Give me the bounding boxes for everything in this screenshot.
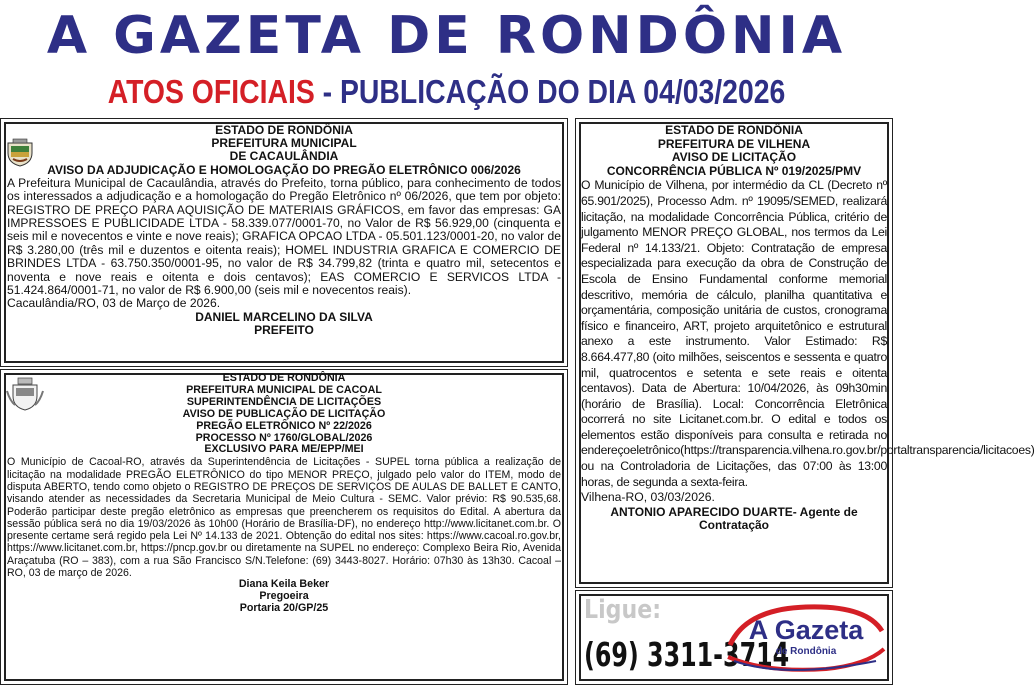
place-date: Vilhena-RO, 03/03/2026. bbox=[581, 490, 715, 505]
municipio-label: DE CACAULÂNDIA bbox=[229, 149, 339, 164]
concorrencia-number: CONCORRÊNCIA PÚBLICA Nº 019/2025/PMV bbox=[606, 163, 862, 178]
exclusivo-label: EXCLUSIVO PARA ME/EPP/MEI bbox=[204, 443, 364, 456]
newspaper-title: A GAZETA DE RONDÔNIA bbox=[46, 6, 847, 66]
atos-oficiais-label: ATOS OFICIAIS bbox=[107, 73, 315, 110]
phone-number: (69) 3311-3714 bbox=[584, 635, 790, 674]
logo-main-text: A Gazeta bbox=[748, 615, 864, 645]
section-heading bbox=[63, 70, 831, 114]
newspaper-logo bbox=[726, 601, 886, 679]
prefeitura-label: PREFEITURA MUNICIPAL DE CACOAL bbox=[186, 383, 382, 396]
prefeitura-label: PREFEITURA MUNICIPAL bbox=[211, 136, 357, 151]
publication-date-label: PUBLICAÇÃO DO DIA 04/03/2026 bbox=[340, 73, 786, 110]
state-label: ESTADO DE RONDÔNIA bbox=[665, 123, 803, 137]
signer-role: PREFEITO bbox=[254, 323, 314, 338]
signer-role: Pregoeira bbox=[259, 590, 309, 603]
notice-content bbox=[7, 124, 561, 337]
masthead bbox=[0, 0, 893, 118]
processo-number: PROCESSO Nº 1760/GLOBAL/2026 bbox=[195, 431, 373, 444]
notice-body: O Município de Vilhena, por intermédio da CL (Decreto nº 65.901/2025), Processo Adm. nº 19095/SEMED, realizará licitação, na modalidade Concorrência Pública, critério de julgamento MENOR PREÇO GLOBAL, nos termos da Lei Federal nº 14.133/21. Objeto: Contratação de empresa especializada para execução da obra de Construção de Escola de Ensino Fundamental conforme memorial descritivo, memória de cálculo, planilha quantitativa e orçamentária, composição unitária de custos, cronograma físico e financeiro, ART, projeto arquitetônico e estrutural anexo a este instrumento. Valor Estimado: R$ 8.664.477,80 (oito milhões, seiscentos e sessenta e quatro mil, quatrocentos e setenta e sete reais e oitenta centavos). Data de Abertura: 10/04/2026, às 09h30min (horário de Brasília). Local: Concorrência Eletrônica ocorrerá no site Licitanet.com.br. O edital e todos os elementos estão disponíveis para consulta e retirada no endereçoeletrônico(https://transparencia.vilhena.ro.gov.br/portaltransparencia/licitacoes) ou na Controladoria de Licitações, das 07:00 às 13:00 horas, de segunda a sexta-feira. bbox=[581, 178, 1035, 489]
notice-cacaulandia bbox=[0, 118, 568, 367]
signer-line: ANTONIO APARECIDO DUARTE- Agente de Contratação bbox=[610, 504, 858, 533]
notice-body: A Prefeitura Municipal de Cacaulândia, através do Prefeito, torna público, para conhecimento de todos os interessados a adjudicação e a homologação do Pregão Eletrônico nº 06/2026, que tem por objeto: REGISTRO DE PREÇO PARA AQUISIÇÃO DE MATERIAIS GRÁFICOS, em favor das empresas: GA IMPRESSOES E PUBLICIDADE LTDA - 58.339.077/0001-70, no Valor de R$ 56.929,00 (cinquenta e seis mil e novecentos e vinte e nove reais); GRAFICA OPCAO LTDA - 05.501.123/0001-20, no valor de R$ 3.280,00 (três mil e duzentos e oitenta reais); HOMEL INDUSTRIA GRAFICA E COMERCIO DE BRINDES LTDA - 63.750.350/0001-95, no valor de R$ 34.799,82 (trinta e quatro mil, setecentos e noventa e nove reais e oitenta e dois centavos); EAS COMERCIO E SERVICOS LTDA - 51.424.864/0001-71, no valor de R$ 6.900,00 (seis mil e novecentos reais). bbox=[7, 175, 561, 298]
notice-title: AVISO DE PUBLICAÇÃO DE LICITAÇÃO bbox=[182, 407, 386, 420]
notice-title: AVISO DE LICITAÇÃO bbox=[671, 150, 797, 165]
notice-vilhena bbox=[575, 118, 1035, 588]
ligue-label: Ligue: bbox=[584, 595, 662, 625]
notice-body: O Município de Cacoal-RO, através da Superintendência de Licitações - SUPEL torna pública a realização de licitação na modalidade PREGÃO ELETRÔNICO do tipo MENOR PREÇO, julgado pelo valor do ITEM, modo de disputa ABERTO, tendo como objeto o REGISTRO DE PREÇOS DE SERVIÇOS DE AULAS DE BALLET E CANTO, visando atender as necessidades da Secretaria Municipal de Meio Cultura - SEMC. Valor prévio: R$ 90.535,68. Poderão participar deste pregão eletrônico as empresas que preencherem os requisitos do Edital. A abertura da sessão pública será no dia 19/03/2026 às 10h00 (Horário de Brasília-DF), no endereço http://www.licitanet.com.br. O presente certame será regido pela Lei Nº 14.133 de 2021. Obtenção do edital nos sites: https://www.cacoal.ro.gov.br, https://www.licitanet.com.br, https://pncp.gov.br ou diretamente na SUPEL no endereço: Complexo Beira Rio, Avenida Araçatuba (RO – 383), com a rua São Francisco S/N.Telefone: (69) 3443-8027. Horário: 07h30 às 13h30. Cacoal – RO, 03 de março de 2026. bbox=[7, 456, 561, 580]
contact-advertisement bbox=[575, 590, 893, 685]
pregao-number: PREGÃO ELETRÔNICO Nº 22/2026 bbox=[196, 419, 372, 432]
notice-content bbox=[581, 123, 1035, 533]
notice-content bbox=[7, 373, 561, 615]
prefeitura-label: PREFEITURA DE VILHENA bbox=[657, 136, 811, 151]
place-date: Cacaulândia/RO, 03 de Março de 2026. bbox=[7, 296, 221, 311]
notice-cacoal bbox=[0, 369, 568, 685]
notice-title: AVISO DA ADJUDICAÇÃO E HOMOLOGAÇÃO DO PREGÃO ELETRÔNICO 006/2026 bbox=[47, 162, 521, 177]
superintendencia-label: SUPERINTENDÊNCIA DE LICITAÇÕES bbox=[186, 395, 382, 408]
logo-sub-text: de Rondônia bbox=[775, 646, 837, 657]
portaria-label: Portaria 20/GP/25 bbox=[239, 602, 329, 615]
state-label: ESTADO DE RONDÔNIA bbox=[222, 372, 346, 384]
state-label: ESTADO DE RONDÔNIA bbox=[215, 123, 353, 137]
heading-separator: - bbox=[314, 73, 341, 110]
signer-name: DANIEL MARCELINO DA SILVA bbox=[195, 309, 373, 324]
signer-name: Diana Keila Beker bbox=[238, 578, 330, 591]
